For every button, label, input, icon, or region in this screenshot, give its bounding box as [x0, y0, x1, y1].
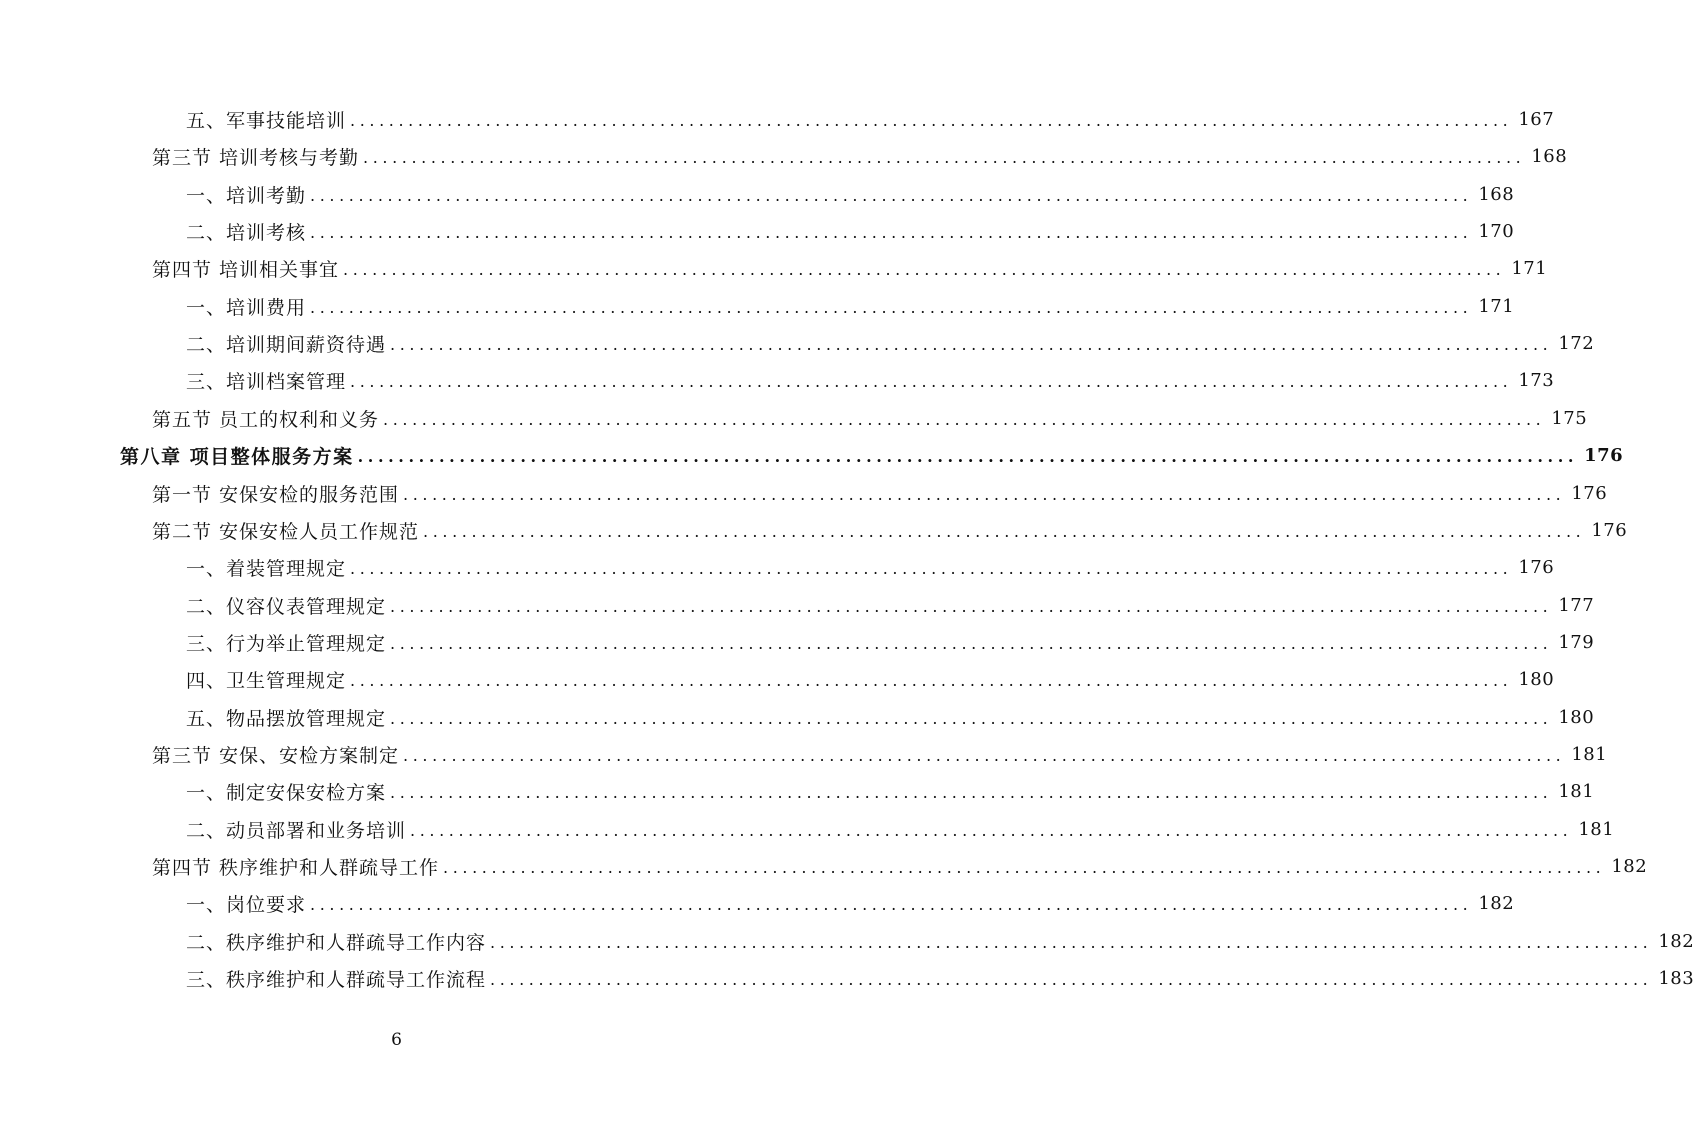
toc-entry-page: 167: [1518, 108, 1555, 130]
toc-entry-item[interactable]: [186, 888, 1515, 918]
toc-entry-item[interactable]: [186, 926, 1694, 956]
dot-leader: ........................................................................................................................: [357, 447, 1579, 466]
toc-entry-page: 181: [1571, 743, 1608, 765]
toc-entry-title: 一、制定安保安检方案: [186, 781, 387, 804]
toc-entry-page: 182: [1611, 855, 1648, 877]
toc-entry-page: 170: [1478, 220, 1515, 242]
toc-entry-title: 第二节 安保安检人员工作规范: [152, 520, 420, 543]
toc-entry-title: 一、着装管理规定: [186, 557, 347, 580]
toc-entry-title: 二、动员部署和业务培训: [186, 819, 407, 842]
toc-entry-item[interactable]: [186, 627, 1595, 657]
toc-entry-section[interactable]: [152, 851, 1648, 881]
dot-leader: ........................................................................................................................: [423, 522, 1586, 541]
toc-entry-page: 168: [1531, 145, 1568, 167]
toc-entry-title: 一、岗位要求: [186, 893, 307, 916]
toc-entry-title: 第四节 培训相关事宜: [152, 258, 340, 281]
toc-entry-title: 二、仪容仪表管理规定: [186, 595, 387, 618]
toc-entry-page: 176: [1518, 556, 1555, 578]
dot-leader: ........................................................................................................................: [350, 671, 1513, 690]
toc-entry-section[interactable]: [152, 515, 1628, 545]
toc-entry-title: 五、物品摆放管理规定: [186, 707, 387, 730]
dot-leader: ........................................................................................................................: [410, 821, 1573, 840]
toc-entry-title: 第三节 培训考核与考勤: [152, 146, 360, 169]
toc-entry-page: 175: [1551, 407, 1588, 429]
toc-entry-page: 173: [1518, 369, 1555, 391]
dot-leader: ........................................................................................................................: [390, 634, 1553, 653]
toc-entry-page: 176: [1571, 482, 1608, 504]
toc-entry-section[interactable]: [152, 253, 1548, 283]
toc-entry-title: 第五节 员工的权利和义务: [152, 408, 380, 431]
toc-entry-item[interactable]: [186, 552, 1555, 582]
toc-entry-page: 181: [1558, 780, 1595, 802]
toc-entry-section[interactable]: [152, 403, 1588, 433]
toc-entry-title: 二、培训考核: [186, 221, 307, 244]
toc-entry-title: 第一节 安保安检的服务范围: [152, 483, 400, 506]
dot-leader: ........................................................................................................................: [383, 410, 1546, 429]
toc-entry-item[interactable]: [186, 365, 1555, 395]
toc-entry-item[interactable]: [186, 776, 1595, 806]
toc-entry-title: 三、行为举止管理规定: [186, 632, 387, 655]
dot-leader: ........................................................................................................................: [403, 746, 1566, 765]
toc-entry-title: 三、秩序维护和人群疏导工作流程: [186, 968, 487, 991]
dot-leader: ........................................................................................................................: [390, 783, 1553, 802]
dot-leader: ........................................................................................................................: [363, 148, 1526, 167]
dot-leader: ........................................................................................................................: [310, 895, 1473, 914]
toc-entry-page: 180: [1558, 706, 1595, 728]
dot-leader: ........................................................................................................................: [490, 970, 1653, 989]
toc-entry-title: 二、秩序维护和人群疏导工作内容: [186, 931, 487, 954]
toc-entry-section[interactable]: [152, 141, 1568, 171]
dot-leader: ........................................................................................................................: [310, 223, 1473, 242]
toc-entry-title: 三、培训档案管理: [186, 370, 347, 393]
dot-leader: ........................................................................................................................: [390, 709, 1553, 728]
toc-entry-item[interactable]: [186, 590, 1595, 620]
toc-entry-item[interactable]: [186, 291, 1515, 321]
toc-entry-page: 183: [1658, 967, 1694, 989]
toc-entry-section[interactable]: [152, 739, 1608, 769]
toc-entry-item[interactable]: [186, 104, 1555, 134]
dot-leader: ........................................................................................................................: [350, 111, 1513, 130]
toc-entry-title: 五、军事技能培训: [186, 109, 347, 132]
toc-entry-page: 180: [1518, 668, 1555, 690]
toc-entry-chapter[interactable]: [120, 440, 1624, 470]
toc-entry-section[interactable]: [152, 478, 1608, 508]
toc-entry-title: 第四节 秩序维护和人群疏导工作: [152, 856, 440, 879]
dot-leader: ........................................................................................................................: [390, 335, 1553, 354]
toc-entry-item[interactable]: [186, 328, 1595, 358]
dot-leader: ........................................................................................................................: [310, 298, 1473, 317]
toc-entry-page: 171: [1511, 257, 1548, 279]
toc-entry-page: 172: [1558, 332, 1595, 354]
toc-entry-title: 四、卫生管理规定: [186, 669, 347, 692]
toc-entry-page: 181: [1578, 818, 1615, 840]
toc-entry-page: 179: [1558, 631, 1595, 653]
toc-entry-item[interactable]: [186, 179, 1515, 209]
toc-entry-title: 第八章 项目整体服务方案: [120, 445, 354, 468]
toc-entry-page: 176: [1591, 519, 1628, 541]
toc-entry-item[interactable]: [186, 963, 1694, 993]
toc-entry-title: 二、培训期间薪资待遇: [186, 333, 387, 356]
page-number: 6: [391, 1030, 402, 1050]
dot-leader: ........................................................................................................................: [310, 186, 1473, 205]
toc-entry-page: 171: [1478, 295, 1515, 317]
toc-entry-item[interactable]: [186, 814, 1615, 844]
toc-entry-page: 182: [1478, 892, 1515, 914]
dot-leader: ........................................................................................................................: [343, 260, 1506, 279]
toc-entry-item[interactable]: [186, 664, 1555, 694]
dot-leader: ........................................................................................................................: [443, 858, 1606, 877]
dot-leader: ........................................................................................................................: [490, 933, 1653, 952]
dot-leader: ........................................................................................................................: [403, 485, 1566, 504]
dot-leader: ........................................................................................................................: [350, 372, 1513, 391]
toc-entry-title: 一、培训考勤: [186, 184, 307, 207]
toc-entry-page: 176: [1584, 444, 1624, 466]
toc-entry-item[interactable]: [186, 216, 1515, 246]
toc-entry-item[interactable]: [186, 702, 1595, 732]
toc-entry-title: 一、培训费用: [186, 296, 307, 319]
dot-leader: ........................................................................................................................: [390, 597, 1553, 616]
toc-entry-page: 177: [1558, 594, 1595, 616]
toc-entry-page: 182: [1658, 930, 1694, 952]
toc-entry-page: 168: [1478, 183, 1515, 205]
dot-leader: ........................................................................................................................: [350, 559, 1513, 578]
toc-entry-title: 第三节 安保、安检方案制定: [152, 744, 400, 767]
